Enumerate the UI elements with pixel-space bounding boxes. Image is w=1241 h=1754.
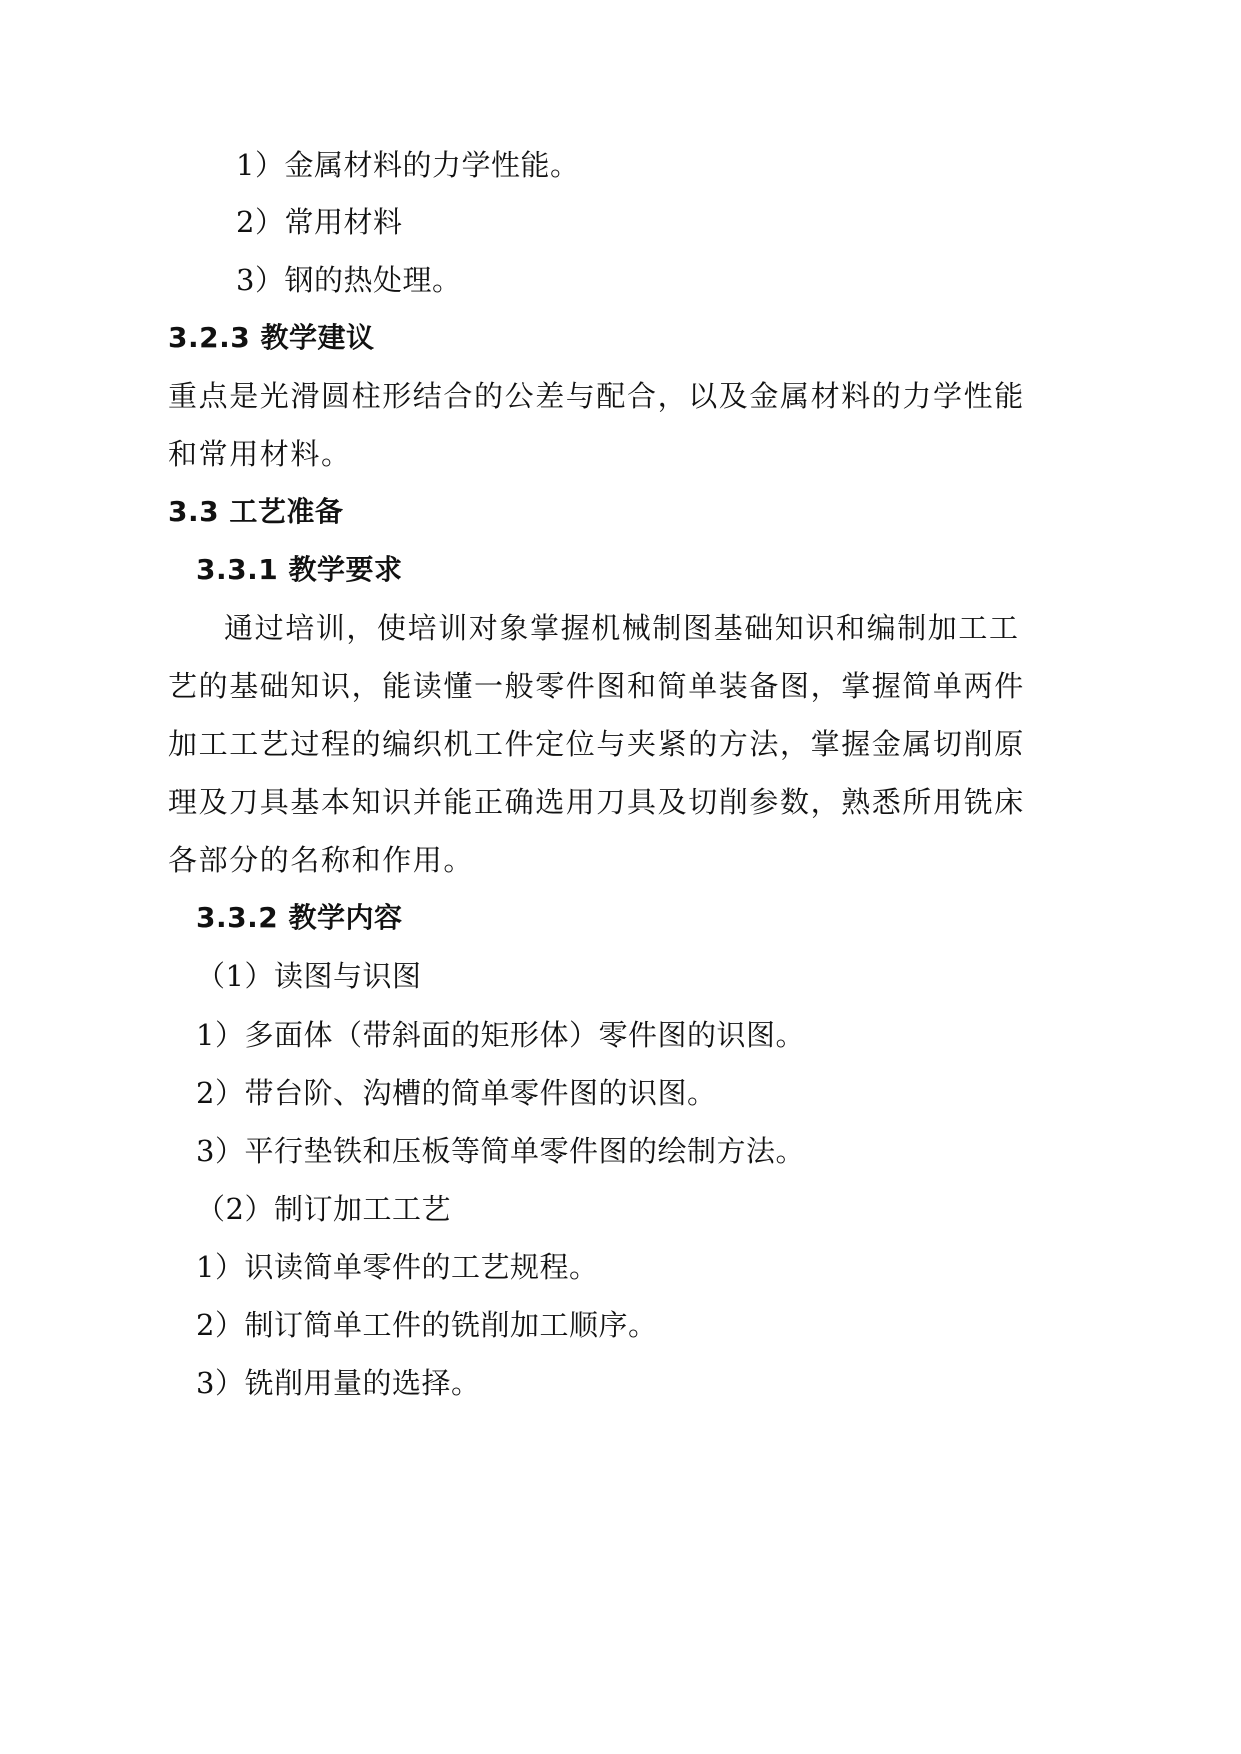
list-item: 2）带台阶、沟槽的简单零件图的识图。 [196, 1076, 717, 1110]
paragraph-line: 艺的基础知识，能读懂一般零件图和简单装备图，掌握简单两件 [168, 669, 1025, 703]
list-heading: （1）读图与识图 [196, 959, 422, 993]
subsection-heading: 3.3.1 教学要求 [196, 553, 403, 586]
list-item: 2）制订简单工件的铣削加工顺序。 [196, 1308, 658, 1342]
list-item: 1）识读简单零件的工艺规程。 [196, 1250, 599, 1284]
paragraph-line: 各部分的名称和作用。 [168, 843, 475, 877]
section-heading: 3.3 工艺准备 [168, 495, 344, 528]
list-item: 3）钢的热处理。 [236, 263, 462, 297]
list-item: 2）常用材料 [236, 205, 403, 239]
paragraph-line: 理及刀具基本知识并能正确选用刀具及切削参数，熟悉所用铣床 [168, 785, 1025, 819]
list-item: 1）多面体（带斜面的矩形体）零件图的识图。 [196, 1018, 805, 1052]
paragraph-line: 重点是光滑圆柱形结合的公差与配合，以及金属材料的力学性能 [168, 379, 1025, 413]
paragraph-line: 通过培训，使培训对象掌握机械制图基础知识和编制加工工 [224, 611, 1020, 645]
list-item: 3）平行垫铁和压板等简单零件图的绘制方法。 [196, 1134, 805, 1168]
paragraph-line: 加工工艺过程的编织机工件定位与夹紧的方法，掌握金属切削原 [168, 727, 1025, 761]
paragraph-line: 和常用材料。 [168, 437, 352, 471]
list-item: 1）金属材料的力学性能。 [236, 148, 580, 182]
subsection-heading: 3.3.2 教学内容 [196, 901, 403, 934]
list-heading: （2）制订加工工艺 [196, 1192, 451, 1226]
section-heading: 3.2.3 教学建议 [168, 321, 375, 354]
list-item: 3）铣削用量的选择。 [196, 1366, 481, 1400]
